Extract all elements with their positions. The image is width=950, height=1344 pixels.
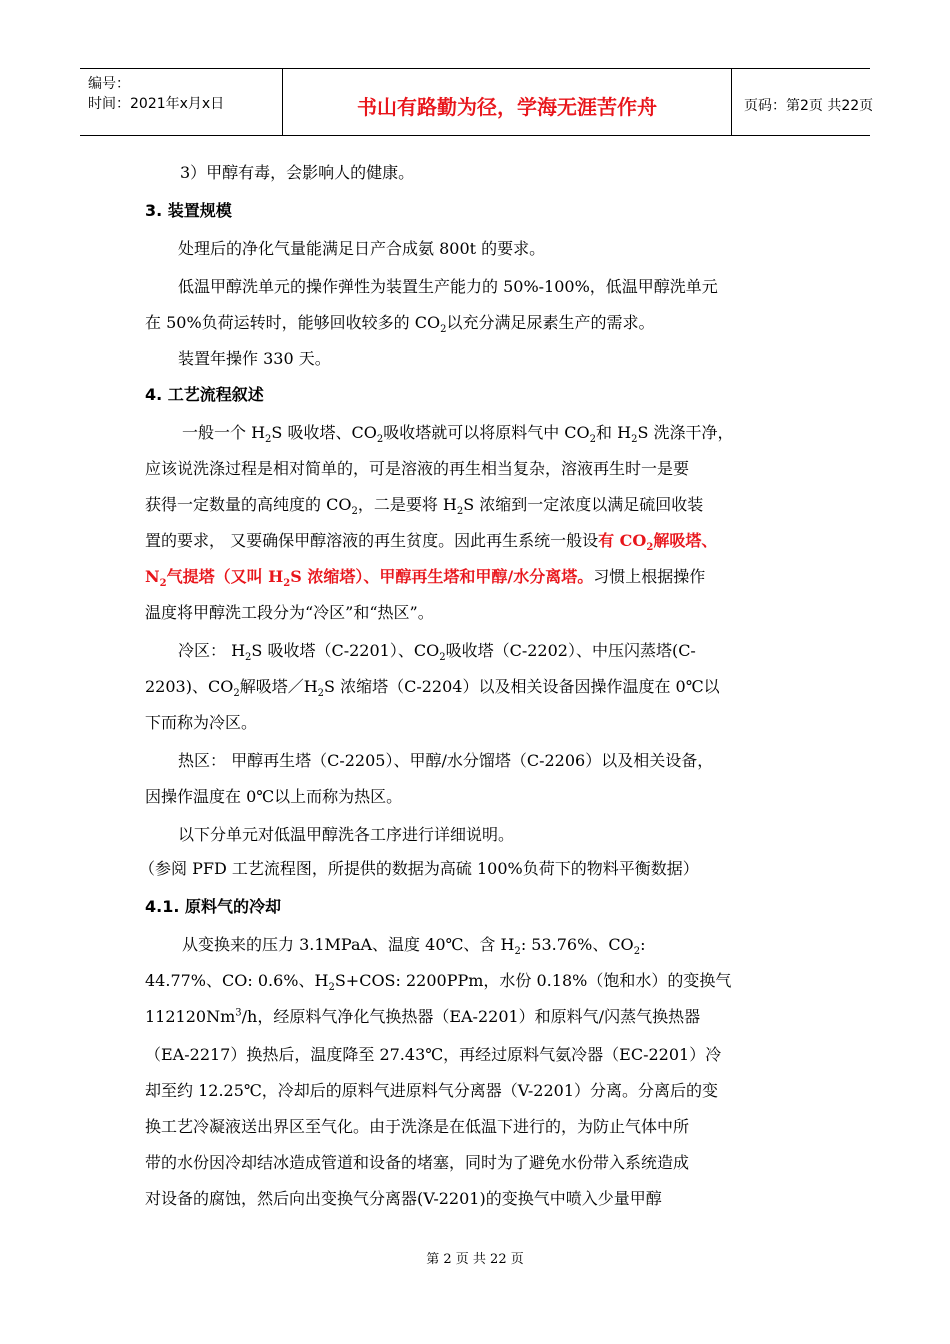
header-page-number: 页码：第2页 共22页 (744, 98, 874, 114)
paragraph-line: 2203)、$CO_2$解吸塔$/H_2S$ 浓缩塔（C-2204）以及相关设备因操作温度在 0℃以 (145, 677, 720, 700)
paragraph-line: 一般一个 $H_2S$ 吸收塔、$CO_2$吸收塔就可以将原料气中 $CO_2$和 $H_2S$ 洗涤干净， (182, 423, 734, 446)
paragraph-line: 因操作温度在 0℃以上而称为热区。 (145, 787, 403, 806)
paragraph-line: （参阅 PFD 工艺流程图，所提供的数据为高硫 100%负荷下的物料平衡数据） (139, 859, 699, 878)
paragraph-line: 在 50%负荷运转时，能够回收较多的 $CO_2$以充分满足尿素生产的需求。 (145, 313, 655, 336)
paragraph-line: 冷区： $H_2S$ 吸收塔（C-2201）、$CO_2$吸收塔（C-2202）、中压闪蒸塔(C- (178, 641, 696, 664)
paragraph-line: （EA-2217）换热后，温度降至 27.43℃，再经过原料气氨冷器（EC-2201）冷 (145, 1045, 722, 1064)
paragraph-line: 下而称为冷区。 (145, 713, 258, 732)
paragraph-line: 对设备的腐蚀，然后向出变换气分离器(V-2201)的变换气中喷入少量甲醇 (145, 1189, 662, 1208)
section-heading: 4.1. 原料气的冷却 (145, 897, 281, 916)
section-heading: 3. 装置规模 (145, 201, 232, 220)
paragraph-line: 低温甲醇洗单元的操作弹性为装置生产能力的 50%-100%，低温甲醇洗单元 (178, 277, 718, 296)
paragraph-line: 装置年操作 330 天。 (178, 349, 331, 368)
paragraph-line: 112120Nm$^3$/h，经原料气净化气换热器（EA-2201）和原料气/闪蒸气换热器 (145, 1007, 701, 1026)
paragraph-line: 置的要求， 又要确保甲醇溶液的再生贫度。因此再生系统一般设有 $CO_2$解吸塔、 (145, 531, 718, 554)
paragraph-line: 3）甲醇有毒，会影响人的健康。 (180, 163, 415, 182)
paragraph-line: 带的水份因冷却结冰造成管道和设备的堵塞，同时为了避免水份带入系统造成 (145, 1153, 690, 1172)
paragraph-line: 处理后的净化气量能满足日产合成氨 800t 的要求。 (178, 239, 546, 258)
header-info-cell (80, 69, 283, 135)
paragraph-line: 温度将甲醇洗工段分为“冷区”和“热区”。 (145, 603, 434, 622)
document-date-label: 时间：2021年x月x日 (88, 96, 225, 112)
paragraph-line: $N_2$气提塔（又叫 $H_2S$ 浓缩塔）、甲醇再生塔和甲醇/水分离塔。习惯上根据操作 (145, 567, 706, 590)
paragraph-line: 44.77%、CO: 0.6%、$H_2S+COS$: 2200PPm，水份 0.18%（饱和水）的变换气 (145, 971, 732, 994)
document-number-label: 编号： (88, 76, 130, 92)
paragraph-line: 获得一定数量的高纯度的 $CO_2$，二是要将 $H_2S$ 浓缩到一定浓度以满足硫回收装 (145, 495, 704, 518)
header-motto-cell (283, 69, 732, 135)
header-page-cell (732, 69, 874, 135)
paragraph-line: 以下分单元对低温甲醇洗各工序进行详细说明。 (178, 825, 515, 844)
paragraph-line: 换工艺冷凝液送出界区至气化。由于洗涤是在低温下进行的，为防止气体中所 (145, 1117, 690, 1136)
paragraph-line: 从变换来的压力 3.1MPaA、温度 40℃、含 $H_2$: 53.76%、$CO_2$: (182, 935, 646, 958)
page-header (80, 68, 874, 136)
paragraph-line: 热区： 甲醇再生塔（C-2205）、甲醇/水分馏塔（C-2206）以及相关设备， (178, 751, 714, 770)
paragraph-line: 应该说洗涤过程是相对简单的，可是溶液的再生相当复杂，溶液再生时一是要 (145, 459, 690, 478)
section-heading: 4. 工艺流程叙述 (145, 385, 264, 404)
paragraph-line: 却至约 12.25℃，冷却后的原料气进原料气分离器（V-2201）分离。分离后的变 (145, 1081, 719, 1100)
page-footer: 第 2 页 共 22 页 (426, 1252, 524, 1267)
header-motto: 书山有路勤为径，学海无涯苦作舟 (357, 95, 657, 119)
